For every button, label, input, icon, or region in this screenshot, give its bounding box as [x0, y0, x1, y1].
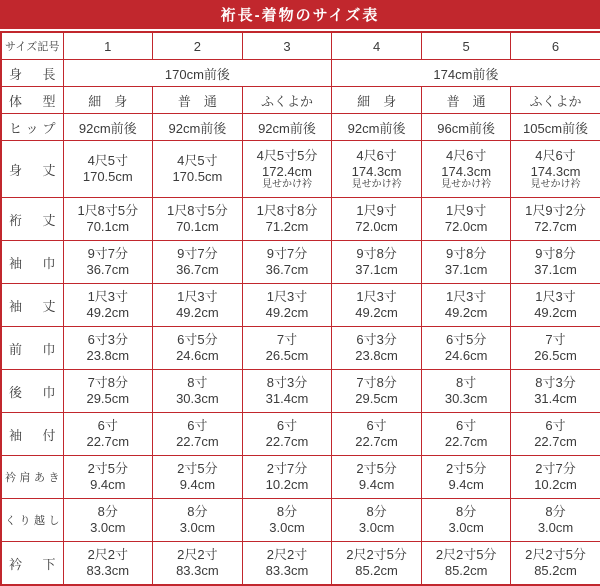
- sun-value: 4尺6寸: [356, 147, 397, 163]
- cm-value: 170.5cm: [82, 169, 133, 184]
- measure-cell: [332, 284, 422, 327]
- measure-cell: [511, 456, 600, 499]
- cm-value: 85.2cm: [355, 563, 398, 578]
- cm-value: 22.7cm: [444, 434, 488, 449]
- measure-cell: [153, 456, 243, 499]
- cm-value: 72.0cm: [355, 219, 398, 234]
- hip-cell: 92cm前後: [242, 114, 332, 141]
- measure-cell: [63, 499, 153, 542]
- measure-cell: [332, 241, 422, 284]
- sun-value: 1尺8寸5分: [77, 203, 139, 219]
- cm-value: 30.3cm: [176, 391, 219, 406]
- cm-value: 29.5cm: [355, 391, 398, 406]
- size-code-cell: 2: [153, 32, 243, 60]
- measure-cell: [242, 241, 332, 284]
- sun-value: 6寸: [366, 418, 387, 434]
- measure-cell: [511, 284, 600, 327]
- row-label: 前巾: [1, 327, 63, 370]
- sun-value: 8分: [97, 504, 118, 520]
- title-banner: [0, 0, 600, 29]
- cm-value: 49.2cm: [534, 305, 577, 320]
- cm-value: 22.7cm: [176, 434, 219, 449]
- measure-cell: [63, 413, 153, 456]
- table-row-measure: [1, 198, 600, 241]
- cm-value: 49.2cm: [355, 305, 398, 320]
- measure-cell: [332, 456, 422, 499]
- cm-value: 85.2cm: [534, 563, 577, 578]
- cm-value: 24.6cm: [176, 348, 219, 363]
- size-code-cell: 1: [63, 32, 153, 60]
- measure-cell: [153, 327, 243, 370]
- sun-value: 2尺2寸5分: [346, 547, 407, 563]
- measure-cell: [511, 413, 600, 456]
- sun-value: 2寸7分: [266, 461, 308, 477]
- cm-value: 37.1cm: [355, 262, 398, 277]
- sun-value: 1尺3寸: [177, 289, 218, 305]
- cm-value: 23.8cm: [86, 348, 130, 363]
- measure-cell: [242, 499, 332, 542]
- measure-cell: [421, 456, 511, 499]
- cm-value: 31.4cm: [265, 391, 309, 406]
- measure-cell: [421, 241, 511, 284]
- sun-value: 6寸: [276, 418, 298, 434]
- measure-cell: [332, 141, 422, 198]
- size-code-cell: 4: [332, 32, 422, 60]
- sun-value: 9寸8分: [535, 246, 576, 262]
- cm-value: 3.0cm: [448, 520, 484, 535]
- cm-value: 83.3cm: [176, 563, 219, 578]
- sun-value: 8分: [276, 504, 298, 520]
- sun-value: 2尺2寸: [266, 547, 308, 563]
- hip-cell: 92cm前後: [332, 114, 422, 141]
- measure-cell: [242, 370, 332, 413]
- measure-cell: [511, 241, 600, 284]
- cm-value: 83.3cm: [265, 563, 309, 578]
- row-label: 身長: [1, 60, 63, 87]
- table-row-measure: [1, 456, 600, 499]
- height-cell: 170cm前後: [63, 60, 332, 87]
- measure-cell: [332, 499, 422, 542]
- sun-value: 8分: [545, 504, 566, 520]
- row-label: 裄丈: [1, 198, 63, 241]
- sun-value: 8寸: [187, 375, 208, 391]
- sun-value: 6寸: [97, 418, 118, 434]
- sun-value: 7寸: [545, 332, 566, 348]
- cm-value: 3.0cm: [90, 520, 126, 535]
- cm-value: 49.2cm: [265, 305, 309, 320]
- row-label: 袖巾: [1, 241, 63, 284]
- cm-value: 174.3cm: [530, 163, 581, 179]
- measure-cell: [63, 370, 153, 413]
- sun-value: 7寸: [276, 332, 298, 348]
- sun-value: 6寸5分: [445, 332, 487, 348]
- cm-value: 70.1cm: [86, 219, 130, 234]
- cm-value: 24.6cm: [444, 348, 488, 363]
- sun-value: 1尺9寸2分: [525, 203, 586, 219]
- table-row-body-type: [1, 87, 600, 114]
- cm-value: 26.5cm: [534, 348, 577, 363]
- cm-value: 10.2cm: [265, 477, 309, 492]
- cm-value: 85.2cm: [444, 563, 488, 578]
- measure-cell: [153, 241, 243, 284]
- measure-cell: [332, 198, 422, 241]
- cm-value: 9.4cm: [90, 477, 126, 492]
- table-row-height: [1, 60, 600, 87]
- cm-value: 36.7cm: [176, 262, 219, 277]
- cm-value: 49.2cm: [86, 305, 130, 320]
- note-text: 見せかけ衿: [441, 179, 492, 191]
- table-row-measure: [1, 413, 600, 456]
- cm-value: 49.2cm: [444, 305, 488, 320]
- measure-cell: [421, 284, 511, 327]
- row-label: 身丈: [1, 141, 63, 198]
- sun-value: 8寸3分: [535, 375, 576, 391]
- hip-cell: 92cm前後: [153, 114, 243, 141]
- cm-value: 29.5cm: [86, 391, 130, 406]
- height-cell: 174cm前後: [332, 60, 600, 87]
- sun-value: 2寸7分: [535, 461, 576, 477]
- measure-cell: [511, 141, 600, 198]
- cm-value: 26.5cm: [265, 348, 309, 363]
- sun-value: 6寸: [456, 418, 477, 434]
- sun-value: 2尺2寸5分: [525, 547, 586, 563]
- sun-value: 2尺2寸: [177, 547, 218, 563]
- cm-value: 172.4cm: [262, 163, 312, 179]
- measure-cell: [511, 370, 600, 413]
- table-row-measure: [1, 241, 600, 284]
- measure-cell: [421, 542, 511, 586]
- measure-cell: [242, 413, 332, 456]
- sun-value: 9寸8分: [356, 246, 397, 262]
- table-row-size-codes: [1, 32, 600, 60]
- cm-value: 22.7cm: [86, 434, 130, 449]
- cm-value: 174.3cm: [351, 163, 402, 179]
- measure-cell: [332, 370, 422, 413]
- cm-value: 23.8cm: [355, 348, 398, 363]
- measure-cell: [153, 413, 243, 456]
- row-label: 衿下: [1, 542, 63, 586]
- measure-cell: [421, 198, 511, 241]
- measure-cell: [153, 284, 243, 327]
- measure-cell: [332, 413, 422, 456]
- table-row-measure: [1, 327, 600, 370]
- cm-value: 36.7cm: [265, 262, 309, 277]
- sun-value: 7寸8分: [356, 375, 397, 391]
- sun-value: 1尺9寸: [445, 203, 487, 219]
- page-title: 裄長-着物のサイズ表: [220, 7, 380, 24]
- cm-value: 71.2cm: [265, 219, 309, 234]
- cm-value: 9.4cm: [179, 477, 216, 492]
- row-label: 後巾: [1, 370, 63, 413]
- row-label: ヒップ: [1, 114, 63, 141]
- measure-cell: [511, 198, 600, 241]
- measure-cell: [153, 141, 243, 198]
- cm-value: 72.7cm: [534, 219, 577, 234]
- cm-value: 37.1cm: [444, 262, 488, 277]
- size-table-body: [1, 32, 600, 585]
- sun-value: 9寸7分: [177, 246, 218, 262]
- size-code-cell: 6: [511, 32, 600, 60]
- table-row-measure: [1, 141, 600, 198]
- hip-cell: 96cm前後: [421, 114, 511, 141]
- sun-value: 1尺3寸: [445, 289, 487, 305]
- body-type-cell: ふくよか: [511, 87, 600, 114]
- sun-value: 6寸5分: [177, 332, 218, 348]
- table-row-measure: [1, 284, 600, 327]
- size-table: [0, 31, 600, 586]
- sun-value: 4尺5寸5分: [256, 147, 318, 163]
- cm-value: 22.7cm: [534, 434, 577, 449]
- table-row-measure: [1, 542, 600, 586]
- sun-value: 4尺5寸: [177, 153, 218, 169]
- measure-cell: [242, 198, 332, 241]
- measure-cell: [332, 542, 422, 586]
- cm-value: 3.0cm: [358, 520, 395, 535]
- cm-value: 70.1cm: [176, 219, 219, 234]
- measure-cell: [153, 370, 243, 413]
- measure-cell: [153, 542, 243, 586]
- sun-value: 4尺6寸: [445, 147, 487, 163]
- cm-value: 72.0cm: [444, 219, 488, 234]
- measure-cell: [511, 542, 600, 586]
- body-type-cell: 普 通: [421, 87, 511, 114]
- sun-value: 8分: [366, 504, 387, 520]
- sun-value: 1尺3寸: [266, 289, 308, 305]
- sun-value: 1尺8寸8分: [256, 203, 318, 219]
- sun-value: 4尺6寸: [535, 147, 576, 163]
- note-text: 見せかけ衿: [351, 179, 402, 191]
- measure-cell: [421, 370, 511, 413]
- body-type-cell: 細 身: [63, 87, 153, 114]
- row-label: 体型: [1, 87, 63, 114]
- size-code-cell: 3: [242, 32, 332, 60]
- sun-value: 2寸5分: [87, 461, 129, 477]
- sun-value: 1尺3寸: [535, 289, 576, 305]
- cm-value: 22.7cm: [355, 434, 398, 449]
- body-type-cell: 細 身: [332, 87, 422, 114]
- measure-cell: [242, 327, 332, 370]
- row-label: 袖付: [1, 413, 63, 456]
- measure-cell: [63, 141, 153, 198]
- sun-value: 9寸7分: [87, 246, 129, 262]
- cm-value: 9.4cm: [448, 477, 484, 492]
- cm-value: 174.3cm: [441, 163, 492, 179]
- note-text: 見せかけ衿: [530, 179, 581, 191]
- body-type-cell: 普 通: [153, 87, 243, 114]
- sun-value: 1尺3寸: [356, 289, 397, 305]
- cm-value: 170.5cm: [172, 169, 223, 184]
- measure-cell: [153, 499, 243, 542]
- cm-value: 36.7cm: [86, 262, 130, 277]
- cm-value: 83.3cm: [86, 563, 130, 578]
- sun-value: 2尺2寸: [87, 547, 129, 563]
- measure-cell: [242, 456, 332, 499]
- sun-value: 4尺5寸: [87, 153, 129, 169]
- measure-cell: [242, 542, 332, 586]
- table-row-measure: [1, 370, 600, 413]
- row-label: 衿肩あき: [1, 456, 63, 499]
- cm-value: 3.0cm: [269, 520, 305, 535]
- sun-value: 2尺2寸5分: [435, 547, 497, 563]
- cm-value: 3.0cm: [179, 520, 216, 535]
- sun-value: 6寸3分: [356, 332, 397, 348]
- measure-cell: [63, 241, 153, 284]
- cm-value: 37.1cm: [534, 262, 577, 277]
- hip-cell: 105cm前後: [511, 114, 600, 141]
- sun-value: 1尺3寸: [87, 289, 129, 305]
- sun-value: 6寸: [187, 418, 208, 434]
- sun-value: 8寸: [456, 375, 477, 391]
- sun-value: 1尺8寸5分: [167, 203, 228, 219]
- row-label: サイズ記号: [1, 32, 63, 60]
- cm-value: 30.3cm: [444, 391, 488, 406]
- measure-cell: [63, 327, 153, 370]
- measure-cell: [63, 198, 153, 241]
- sun-value: 8分: [187, 504, 208, 520]
- hip-cell: 92cm前後: [63, 114, 153, 141]
- table-row-measure: [1, 499, 600, 542]
- sun-value: 8分: [456, 504, 477, 520]
- sun-value: 1尺9寸: [356, 203, 397, 219]
- sun-value: 2寸5分: [177, 461, 218, 477]
- sun-value: 6寸3分: [87, 332, 129, 348]
- measure-cell: [421, 413, 511, 456]
- cm-value: 31.4cm: [534, 391, 577, 406]
- measure-cell: [63, 542, 153, 586]
- sun-value: 9寸8分: [445, 246, 487, 262]
- table-row-hip: [1, 114, 600, 141]
- body-type-cell: ふくよか: [242, 87, 332, 114]
- measure-cell: [421, 499, 511, 542]
- measure-cell: [421, 327, 511, 370]
- measure-cell: [421, 141, 511, 198]
- measure-cell: [511, 327, 600, 370]
- cm-value: 3.0cm: [537, 520, 574, 535]
- size-code-cell: 5: [421, 32, 511, 60]
- sun-value: 6寸: [545, 418, 566, 434]
- sun-value: 2寸5分: [356, 461, 397, 477]
- measure-cell: [63, 456, 153, 499]
- measure-cell: [332, 327, 422, 370]
- measure-cell: [242, 141, 332, 198]
- sun-value: 2寸5分: [445, 461, 487, 477]
- measure-cell: [242, 284, 332, 327]
- note-text: 見せかけ衿: [261, 179, 312, 191]
- cm-value: 22.7cm: [265, 434, 309, 449]
- sun-value: 7寸8分: [87, 375, 129, 391]
- measure-cell: [153, 198, 243, 241]
- sun-value: 8寸3分: [266, 375, 308, 391]
- row-label: くり越し: [1, 499, 63, 542]
- measure-cell: [63, 284, 153, 327]
- sun-value: 9寸7分: [266, 246, 308, 262]
- cm-value: 10.2cm: [534, 477, 577, 492]
- row-label: 袖丈: [1, 284, 63, 327]
- cm-value: 9.4cm: [358, 477, 395, 492]
- cm-value: 49.2cm: [176, 305, 219, 320]
- measure-cell: [511, 499, 600, 542]
